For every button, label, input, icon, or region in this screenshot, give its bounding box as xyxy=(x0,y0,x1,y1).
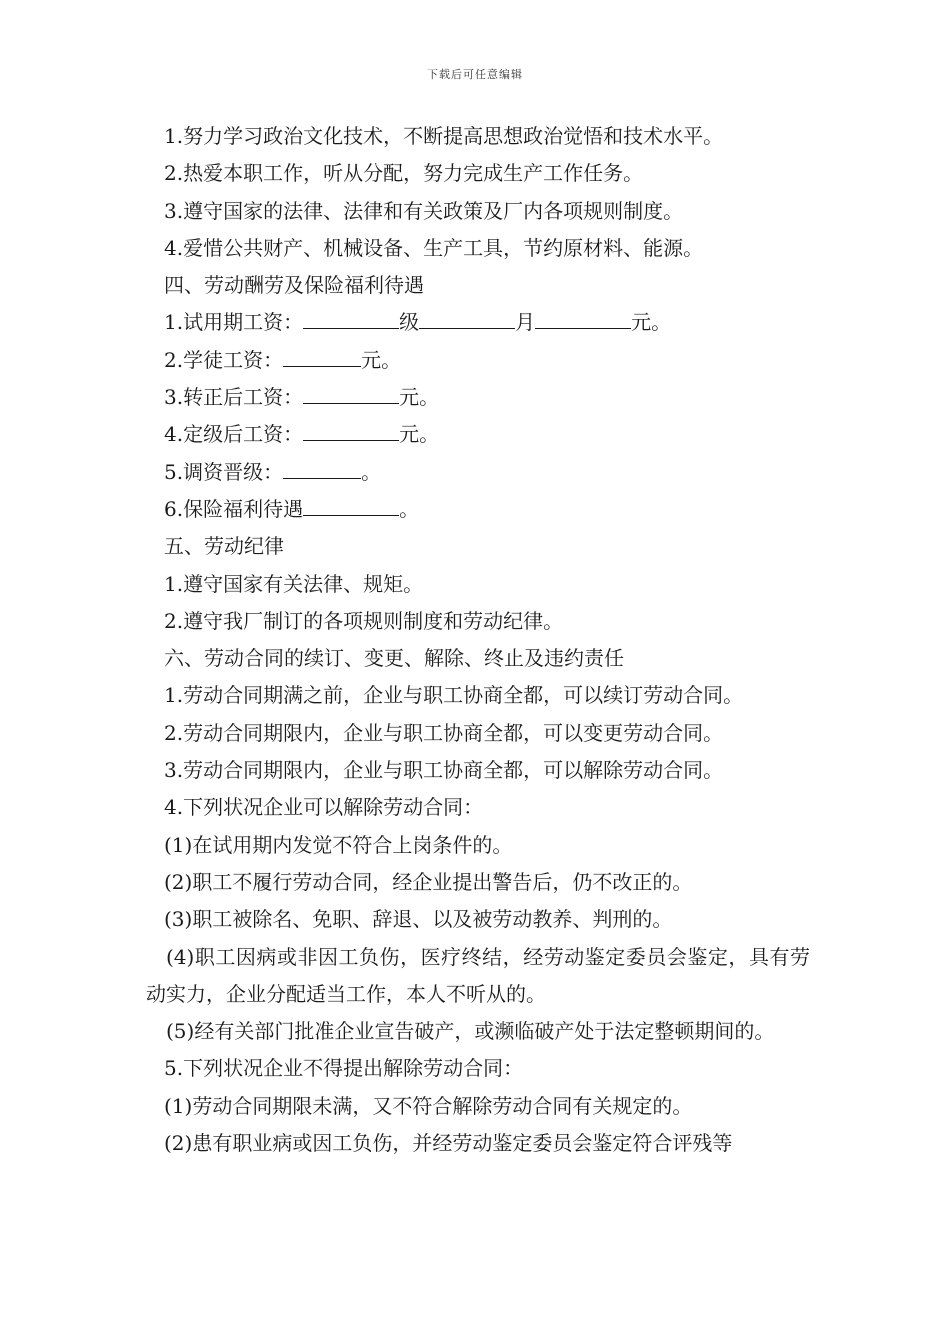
fill-blank[interactable] xyxy=(283,344,361,367)
list-item: 1.遵守国家有关法律、规矩。 xyxy=(164,571,424,596)
trial-wage-line xyxy=(146,304,810,341)
section-heading: 四、劳动酬劳及保险福利待遇 xyxy=(164,273,424,298)
list-item: (3)职工被除名、免职、辞退、以及被劳动教养、判刑的。 xyxy=(164,907,673,932)
unit-text: 元。 xyxy=(399,385,440,410)
fill-blank[interactable] xyxy=(303,418,399,441)
trial-wage-label: 1.试用期工资： xyxy=(164,310,304,335)
fill-blank[interactable] xyxy=(303,306,399,329)
apprentice-wage-line xyxy=(146,342,810,379)
section-heading: 六、劳动合同的续订、变更、解除、终止及违约责任 xyxy=(164,646,624,671)
graded-wage-label: 4.定级后工资： xyxy=(164,422,304,447)
unit-text: 元。 xyxy=(631,310,672,335)
document-body xyxy=(146,118,810,1162)
unit-text: 月 xyxy=(515,310,536,335)
adjust-wage-label: 5.调资晋级： xyxy=(164,459,284,484)
list-item: (1)在试用期内发觉不符合上岗条件的。 xyxy=(164,832,513,857)
fill-blank[interactable] xyxy=(303,493,399,516)
list-item: 2.热爱本职工作，听从分配，努力完成生产工作任务。 xyxy=(164,161,644,186)
apprentice-wage-label: 2.学徒工资： xyxy=(164,347,284,372)
section-heading: 五、劳动纪律 xyxy=(164,534,284,559)
list-item: 3.遵守国家的法律、法律和有关政策及厂内各项规则制度。 xyxy=(164,198,684,223)
list-item: 1.劳动合同期满之前，企业与职工协商全都，可以续订劳动合同。 xyxy=(164,683,744,708)
list-item: 2.遵守我厂制订的各项规则制度和劳动纪律。 xyxy=(164,608,564,633)
list-item: (1)劳动合同期限未满，又不符合解除劳动合同有关规定的。 xyxy=(164,1093,693,1118)
list-item: 2.劳动合同期限内，企业与职工协商全都，可以变更劳动合同。 xyxy=(164,720,724,745)
list-item: 3.劳动合同期限内，企业与职工协商全都，可以解除劳动合同。 xyxy=(164,758,724,783)
list-item: 4.爱惜公共财产、机械设备、生产工具，节约原材料、能源。 xyxy=(164,235,704,260)
unit-text: 。 xyxy=(399,496,420,521)
fill-blank[interactable] xyxy=(303,381,399,404)
fill-blank[interactable] xyxy=(283,456,361,479)
list-item: (2)患有职业病或因工负伤，并经劳动鉴定委员会鉴定符合评残等 xyxy=(164,1131,733,1156)
list-item: (2)职工不履行劳动合同，经企业提出警告后，仍不改正的。 xyxy=(164,869,693,894)
unit-text: 元。 xyxy=(361,347,402,372)
unit-text: 级 xyxy=(399,310,420,335)
list-item-wrapped: (5)经有关部门批准企业宣告破产，或濒临破产处于法定整顿期间的。 xyxy=(166,1019,775,1044)
unit-text: 元。 xyxy=(399,422,440,447)
regular-wage-line xyxy=(146,379,810,416)
list-item: 1.努力学习政治文化技术，不断提高思想政治觉悟和技术水平。 xyxy=(164,124,724,148)
unit-text: 。 xyxy=(361,459,382,484)
regular-wage-label: 3.转正后工资： xyxy=(164,385,304,410)
list-item-wrapped: (4)职工因病或非因工负伤，医疗终结，经劳动鉴定委员会鉴定，具有劳动实力，企业分配适当工作，本人不听从的。 xyxy=(146,944,810,1006)
adjust-wage-line xyxy=(146,454,810,491)
fill-blank[interactable] xyxy=(419,306,515,329)
page-header: 下载后可任意编辑 xyxy=(427,68,523,81)
fill-blank[interactable] xyxy=(535,306,631,329)
graded-wage-line xyxy=(146,416,810,453)
list-item: 5.下列状况企业不得提出解除劳动合同： xyxy=(164,1056,524,1081)
insurance-label: 6.保险福利待遇 xyxy=(164,496,304,521)
list-item: 4.下列状况企业可以解除劳动合同： xyxy=(164,795,484,820)
insurance-line xyxy=(146,491,810,528)
